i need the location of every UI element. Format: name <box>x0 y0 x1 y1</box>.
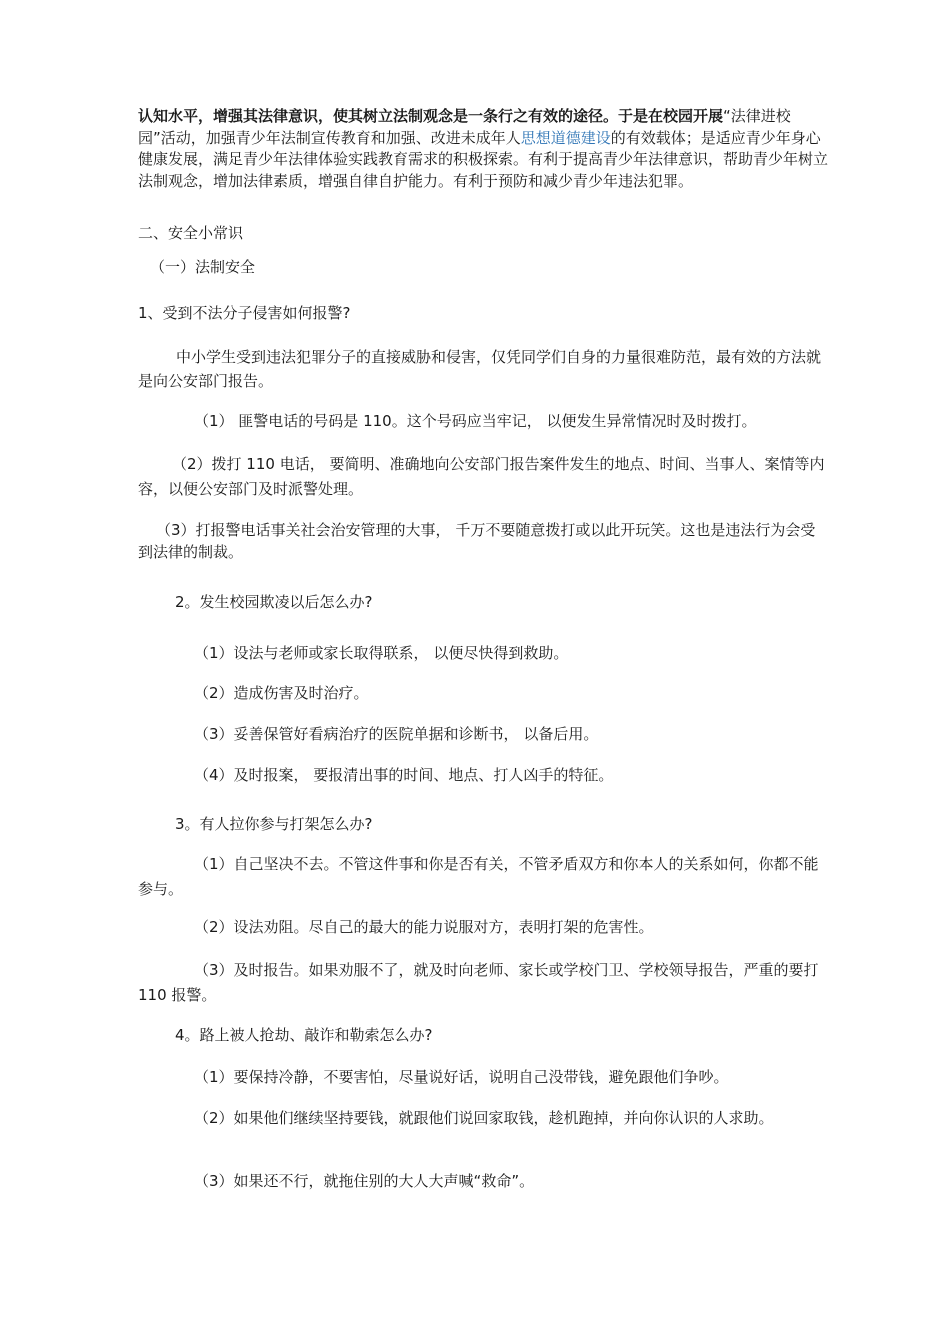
q3-title: 3。有人拉你参与打架怎么办? <box>175 815 373 833</box>
q1-item-2: （2）拨打 110 电话， 要简明、准确地向公安部门报告案件发生的地点、时间、当事人、案情等内容，以便公安部门及时派警处理。 <box>138 455 825 498</box>
q3-item-3: （3）及时报告。如果劝服不了，就及时向老师、家长或学校门卫、学校领导报告，严重的要打 110 报警。 <box>138 961 819 1004</box>
intro-text-part1: “法律进校园”活动，加强青少年法制宣传教育和加强、改进未成年人 <box>138 107 791 147</box>
q2-item-1: （1）设法与老师或家长取得联系， 以便尽快得到救助。 <box>194 644 569 662</box>
q4-item-3: （3）如果还不行，就拖住别的大人大声喊“救命”。 <box>194 1172 535 1190</box>
q2-item-3: （3）妥善保管好看病治疗的医院单据和诊断书， 以备后用。 <box>194 725 599 743</box>
q1-title: 1、受到不法分子侵害如何报警? <box>138 304 351 322</box>
q3-item-1: （1）自己坚决不去。不管这件事和你是否有关，不管矛盾双方和你本人的关系如何，你都不能参与。 <box>138 855 819 898</box>
intro-bold-lead: 认知水平，增强其法律意识，使其树立法制观念是一条行之有效的途径。于是在校园开展 <box>138 107 724 125</box>
q2-item-2: （2）造成伤害及时治疗。 <box>194 684 369 702</box>
q2-title: 2。发生校园欺凌以后怎么办? <box>175 593 373 611</box>
q1-lead: 中小学生受到违法犯罪分子的直接威胁和侵害，仅凭同学们自身的力量很难防范，最有效的方法就是向公安部门报告。 <box>138 348 822 390</box>
section-heading: 二、安全小常识 <box>138 224 244 242</box>
q3-item-2: （2）设法劝阻。尽自己的最大的能力说服对方，表明打架的危害性。 <box>194 918 654 936</box>
intro-text-part2: 的有效载体；是适应青少年身心健康发展，满足青少年法律体验实践教育需求的积极探索。有利于提高青少年法律意识，帮助青少年树立法制观念，增加法律素质，增强自律自护能力。有利于预防和减少青少年违法犯罪。 <box>138 128 829 190</box>
subsection-heading: （一）法制安全 <box>150 258 256 276</box>
q4-item-1: （1）要保持冷静，不要害怕，尽量说好话，说明自己没带钱，避免跟他们争吵。 <box>194 1068 729 1086</box>
q1-item-1: （1） 匪警电话的号码是 110。这个号码应当牢记， 以便发生异常情况时及时拨打。 <box>194 412 757 430</box>
q1-item-3: （3）打报警电话事关社会治安管理的大事， 千万不要随意拨打或以此开玩笑。这也是违法行为会受到法律的制裁。 <box>138 521 816 561</box>
moral-education-link[interactable]: 思想道德建设 <box>520 128 611 147</box>
q4-title: 4。路上被人抢劫、敲诈和勒索怎么办? <box>175 1026 433 1044</box>
q2-item-4: （4）及时报案， 要报清出事的时间、地点、打人凶手的特征。 <box>194 766 614 784</box>
intro-paragraph <box>138 106 828 192</box>
q4-item-2: （2）如果他们继续坚持要钱，就跟他们说回家取钱，趁机跑掉，并向你认识的人求助。 <box>194 1109 774 1127</box>
